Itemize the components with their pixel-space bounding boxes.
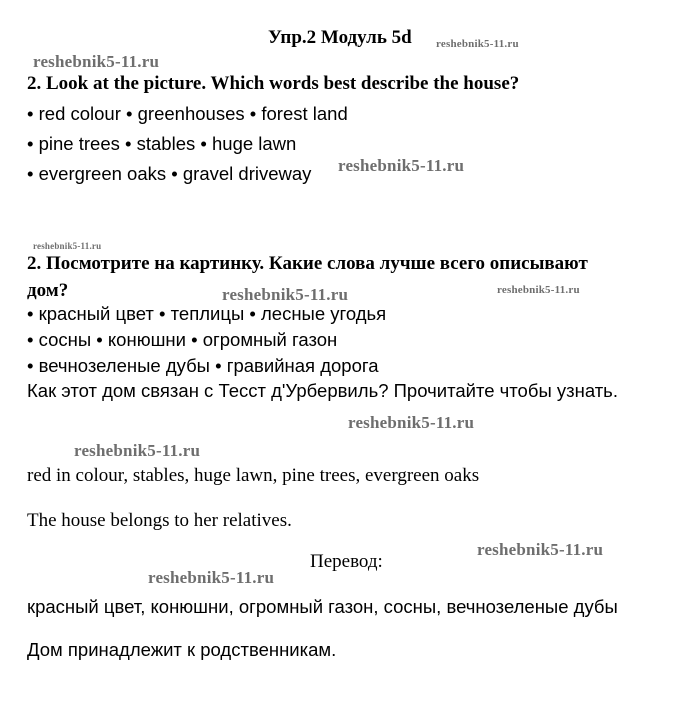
russian-question-line-2: дом?	[27, 280, 69, 301]
watermark: reshebnik5-11.ru	[148, 568, 275, 587]
watermark: reshebnik5-11.ru	[222, 285, 349, 304]
watermark: reshebnik5-11.ru	[338, 156, 465, 175]
watermark: reshebnik5-11.ru	[33, 241, 102, 251]
watermark: reshebnik5-11.ru	[33, 52, 160, 71]
russian-options-line-2: • сосны • конюшни • огромный газон	[27, 329, 338, 350]
english-options-line-1: • red colour • greenhouses • forest land	[27, 103, 348, 124]
watermark: reshebnik5-11.ru	[348, 413, 475, 432]
translation-label: Перевод:	[310, 551, 383, 572]
english-options-line-3: • evergreen oaks • gravel driveway	[27, 163, 312, 184]
russian-instruction: Как этот дом связан с Тесст д'Урбервиль? Прочитайте чтобы узнать.	[27, 380, 618, 401]
english-options-line-2: • pine trees • stables • huge lawn	[27, 133, 297, 154]
watermark: reshebnik5-11.ru	[74, 441, 201, 460]
answer-house: The house belongs to her relatives.	[27, 510, 292, 531]
russian-options-line-3: • вечнозеленые дубы • гравийная дорога	[27, 355, 379, 376]
translation-answer-words: красный цвет, конюшни, огромный газон, сосны, вечнозеленые дубы	[27, 596, 618, 617]
watermark: reshebnik5-11.ru	[477, 540, 604, 559]
answer-words: red in colour, stables, huge lawn, pine trees, evergreen oaks	[27, 465, 480, 486]
english-question: 2. Look at the picture. Which words best describe the house?	[27, 73, 520, 94]
watermark: reshebnik5-11.ru	[436, 38, 519, 50]
translation-answer-house: Дом принадлежит к родственникам.	[27, 639, 337, 660]
page-title: Упр.2 Модуль 5d	[268, 27, 412, 48]
russian-options-line-1: • красный цвет • теплицы • лесные угодья	[27, 303, 387, 324]
watermark: reshebnik5-11.ru	[497, 284, 580, 296]
russian-question-line-1: 2. Посмотрите на картинку. Какие слова лучше всего описывают	[27, 253, 588, 274]
